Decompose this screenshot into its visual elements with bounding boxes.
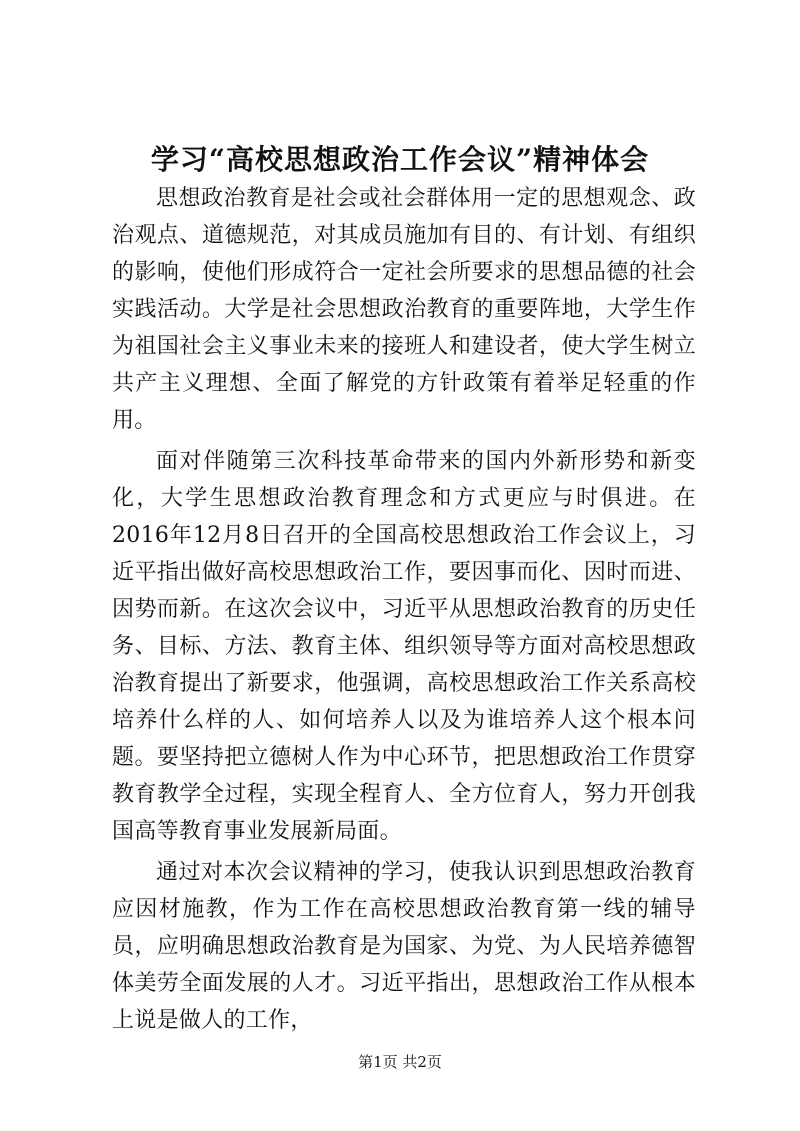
page-footer: 第1页 共2页 (358, 1053, 442, 1071)
paragraph-3: 通过对本次会议精神的学习，使我认识到思想政治教育应因材施教，作为工作在高校思想政治教育第一线的辅导员，应明确思想政治教育是为国家、为党、为人民培养德智体美劳全面发展的人才。习近平指出，思想政治工作从根本上说是做人的工作， (112, 860, 696, 1033)
document-body (112, 180, 696, 1043)
paragraph-1: 思想政治教育是社会或社会群体用一定的思想观念、政治观点、道德规范，对其成员施加有目的、有计划、有组织的影响，使他们形成符合一定社会所要求的思想品德的社会实践活动。大学是社会思想政治教育的重要阵地，大学生作为祖国社会主义事业未来的接班人和建设者，使大学生树立共产主义理想、全面了解党的方针政策有着举足轻重的作用。 (112, 186, 696, 433)
document-title: 学习“高校思想政治工作会议”精神体会 (150, 143, 650, 176)
paragraph-2: 面对伴随第三次科技革命带来的国内外新形势和新变化，大学生思想政治教育理念和方式更应与时俱进。在2016年12月8日召开的全国高校思想政治工作会议上，习近平指出做好高校思想政治工作，要因事而化、因时而进、因势而新。在这次会议中，习近平从思想政治教育的历史任务、目标、方法、教育主体、组织领导等方面对高校思想政治教育提出了新要求，他强调，高校思想政治工作关系高校培养什么样的人、如何培养人以及为谁培养人这个根本问题。要坚持把立德树人作为中心环节，把思想政治工作贯穿教育教学全过程，实现全程育人、全方位育人，努力开创我国高等教育事业发展新局面。 (112, 449, 696, 844)
